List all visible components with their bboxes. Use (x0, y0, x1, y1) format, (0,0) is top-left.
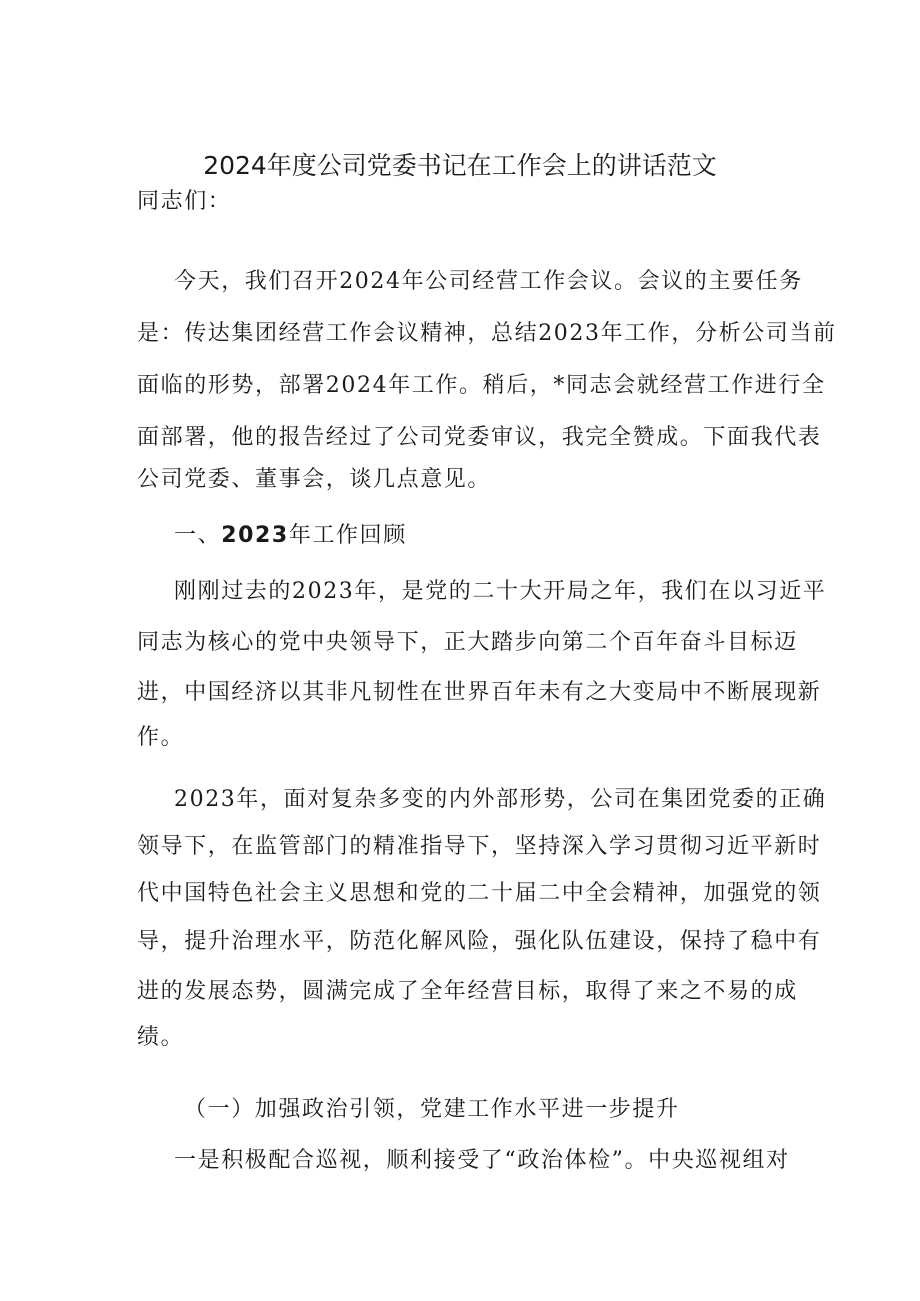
paragraph-line: 进的发展态势，圆满完成了全年经营目标，取得了来之不易的成 (137, 979, 798, 1004)
paragraph-line: 进，中国经济以其非凡韧性在世界百年未有之大变局中不断展现新 (137, 680, 822, 705)
section-heading-prefix: 一、 (174, 523, 222, 548)
paragraph-line: 代中国特色社会主义思想和党的二十届二中全会精神，加强党的领 (137, 881, 822, 906)
salutation: 同志们： (137, 189, 232, 214)
paragraph-line: 领导下，在监管部门的精准指导下，坚持深入学习贯彻习近平新时 (137, 834, 822, 859)
paragraph-line: 公司党委、董事会，谈几点意见。 (137, 467, 492, 492)
paragraph-line: 今天，我们召开2024年公司经营工作会议。会议的主要任务 (174, 269, 803, 294)
paragraph-line: 绩。 (137, 1025, 185, 1050)
paragraph-line: 同志为核心的党中央领导下，正大踏步向第二个百年奋斗目标迈 (137, 630, 798, 655)
paragraph-line: 面部署，他的报告经过了公司党委审议，我完全赞成。下面我代表 (137, 425, 822, 450)
paragraph-line: 一是积极配合巡视，顺利接受了“政治体检”。中央巡视组对 (174, 1148, 790, 1173)
paragraph-line: 导，提升治理水平，防范化解风险，强化队伍建设，保持了稳中有 (137, 929, 822, 954)
section-heading (174, 520, 407, 552)
paragraph-line: 是：传达集团经营工作会议精神，总结2023年工作，分析公司当前 (137, 321, 837, 346)
section-heading-year: 2023 (221, 523, 289, 548)
paragraph-line: 作。 (137, 725, 185, 750)
paragraph-line: 面临的形势，部署2024年工作。稍后，*同志会就经营工作进行全 (137, 373, 826, 398)
document-title: 2024年度公司党委书记在工作会上的讲话范文 (203, 151, 717, 180)
section-heading-text: 年工作回顾 (288, 523, 407, 548)
subsection-heading: （一）加强政治引领，党建工作水平进一步提升 (184, 1097, 680, 1122)
paragraph-line: 2023年，面对复杂多变的内外部形势，公司在集团党委的正确 (174, 787, 827, 812)
paragraph-line: 刚刚过去的2023年，是党的二十大开局之年，我们在以习近平 (174, 579, 827, 604)
